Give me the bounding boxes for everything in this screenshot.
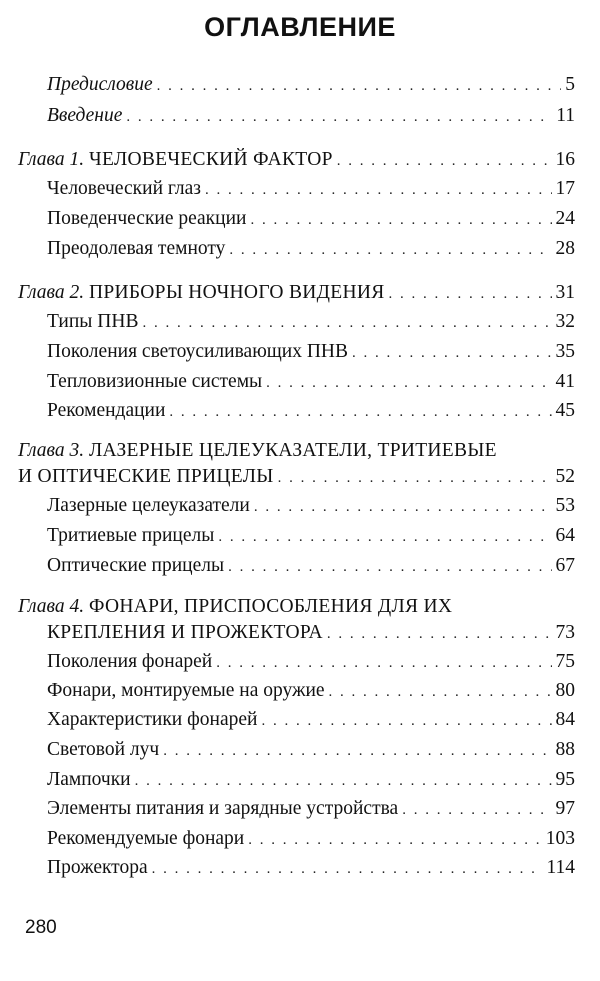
dot-leader [389,281,552,307]
toc-section-label: Тритиевые прицелы [47,525,215,546]
toc-section-label: Рекомендации [47,400,166,421]
toc-section-label: Рекомендуемые фонари [47,828,245,849]
chapter-prefix: Глава 2. [18,282,85,303]
dot-leader [169,399,551,425]
dot-leader [205,177,552,203]
dot-leader [261,708,551,734]
chapter-title-line2: КРЕПЛЕНИЯ И ПРОЖЕКТОРА [47,622,323,643]
toc-section[interactable] [47,707,575,733]
dot-leader [329,679,552,705]
toc-section-label: Лазерные целеуказатели [47,495,250,516]
toc-entry-preface[interactable] [47,72,575,98]
toc-section-page: 75 [555,651,575,672]
toc-section-page: 88 [555,739,575,760]
toc-section-page: 95 [555,769,575,790]
chapter-page: 52 [555,466,575,487]
toc-section-label: Оптические прицелы [47,555,225,576]
toc-section-page: 80 [555,680,575,701]
dot-leader [163,738,551,764]
toc-section[interactable] [47,737,575,763]
chapter-title-line1: ФОНАРИ, ПРИСПОСОБЛЕНИЯ ДЛЯ ИХ [89,596,453,617]
dot-leader [157,73,562,99]
toc-entry-page: 11 [556,105,575,126]
dot-leader [278,465,552,491]
toc-section-page: 45 [555,400,575,421]
page-title: ОГЛАВЛЕНИЕ [204,12,396,42]
dot-leader [216,650,551,676]
toc-section-label: Поколения светоусиливающих ПНВ [47,341,349,362]
toc-section[interactable] [47,796,575,822]
toc-section[interactable] [47,678,575,704]
toc-section-label: Световой луч [47,739,160,760]
toc-section-page: 32 [555,311,575,332]
chapter-title: ЧЕЛОВЕЧЕСКИЙ ФАКТОР [89,149,333,170]
dot-leader [229,237,551,263]
toc-entry-label: Введение [47,105,123,126]
toc-chapter-4-line1[interactable] [18,594,452,620]
toc-section-page: 24 [555,208,575,229]
toc-section-label: Преодолевая темноту [47,238,226,259]
toc-section-page: 67 [555,555,575,576]
toc-section[interactable] [47,206,575,232]
dot-leader [248,827,542,853]
dot-leader [135,768,552,794]
dot-leader [402,797,551,823]
toc-section[interactable] [47,826,575,852]
dot-leader [266,370,551,396]
toc-section-page: 84 [555,709,575,730]
dot-leader [142,310,551,336]
toc-section[interactable] [47,523,575,549]
toc-section-label: Поведенческие реакции [47,208,247,229]
toc-entry-page: 5 [565,74,575,95]
toc-entry-introduction[interactable] [47,103,575,129]
toc-section-label: Прожектора [47,857,148,878]
toc-section[interactable] [47,649,575,675]
dot-leader [337,148,552,174]
dot-leader [218,524,551,550]
toc-section-page: 97 [555,798,575,819]
chapter-title-line2: И ОПТИЧЕСКИЕ ПРИЦЕЛЫ [18,466,274,487]
toc-chapter-4[interactable] [47,620,575,646]
toc-section-label: Характеристики фонарей [47,709,258,730]
dot-leader [250,207,551,233]
toc-entry-label: Предисловие [47,74,153,95]
chapter-page: 31 [555,282,575,303]
toc-chapter-3[interactable] [18,464,575,490]
chapter-page: 16 [555,149,575,170]
toc-section-label: Элементы питания и зарядные устройства [47,798,399,819]
chapter-prefix: Глава 3. [18,440,85,461]
toc-section[interactable] [47,339,575,365]
chapter-page: 73 [555,622,575,643]
toc-section-label: Тепловизионные системы [47,371,263,392]
dot-leader [327,621,552,647]
dot-leader [152,856,543,882]
toc-section[interactable] [47,493,575,519]
toc-section-page: 17 [555,178,575,199]
toc-section-page: 114 [546,857,575,878]
toc-section[interactable] [47,176,575,202]
toc-chapter-3-line1[interactable] [18,438,497,464]
dot-leader [228,554,551,580]
toc-section-label: Человеческий глаз [47,178,201,199]
page-number: 280 [25,917,57,938]
toc-section-label: Фонари, монтируемые на оружие [47,680,325,701]
toc-section[interactable] [47,369,575,395]
dot-leader [126,104,552,130]
toc-section-page: 64 [555,525,575,546]
toc-section[interactable] [47,398,575,424]
toc-section-page: 41 [555,371,575,392]
chapter-prefix: Глава 4. [18,596,85,617]
chapter-title-line1: ЛАЗЕРНЫЕ ЦЕЛЕУКАЗАТЕЛИ, ТРИТИЕВЫЕ [89,440,497,461]
toc-section[interactable] [47,236,575,262]
chapter-title: ПРИБОРЫ НОЧНОГО ВИДЕНИЯ [89,282,385,303]
toc-section-label: Лампочки [47,769,131,790]
toc-section-page: 53 [555,495,575,516]
toc-section-label: Поколения фонарей [47,651,213,672]
toc-section[interactable] [47,553,575,579]
toc-section-page: 28 [555,238,575,259]
dot-leader [352,340,551,366]
dot-leader [254,494,552,520]
toc-section[interactable] [47,855,575,881]
toc-section[interactable] [47,767,575,793]
chapter-prefix: Глава 1. [18,149,85,170]
toc-chapter-2[interactable] [18,280,575,306]
toc-section[interactable] [47,309,575,335]
toc-section-label: Типы ПНВ [47,311,139,332]
toc-section-page: 103 [545,828,575,849]
toc-chapter-1[interactable] [18,147,575,173]
toc-section-page: 35 [555,341,575,362]
